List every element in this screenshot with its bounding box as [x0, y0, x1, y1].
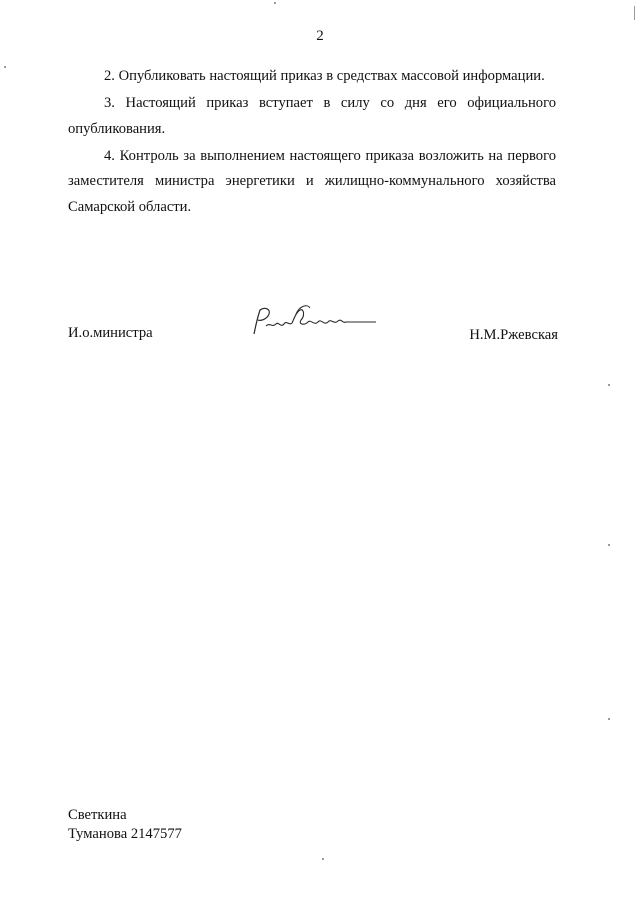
paragraph-effective-date: 3. Настоящий приказ вступает в силу со дня его официального опубликования. — [68, 95, 556, 137]
signatory-role: И.о.министра — [68, 325, 153, 341]
scan-artifact — [322, 858, 324, 860]
signature-block — [68, 322, 558, 352]
page-number: 2 — [316, 28, 324, 44]
scan-artifact — [608, 544, 610, 546]
scan-artifact — [608, 718, 610, 720]
order-body — [68, 64, 556, 222]
scan-artifact — [608, 384, 610, 386]
scan-artifact — [634, 6, 635, 20]
scan-artifact — [4, 66, 6, 68]
handwritten-signature — [248, 302, 378, 342]
executor-name-phone: Туманова 2147577 — [68, 826, 182, 842]
executor-name: Светкина — [68, 807, 127, 823]
paragraph-publish: 2. Опубликовать настоящий приказ в средствах массовой информации. — [104, 68, 545, 84]
scan-artifact — [274, 2, 276, 4]
paragraph-control: 4. Контроль за выполнением настоящего приказа возложить на первого заместителя министра энергетики и жилищно-коммунального хозяйства Самарской области. — [68, 147, 556, 215]
executors-block — [68, 806, 182, 844]
signatory-name: Н.М.Ржевская — [469, 327, 558, 343]
